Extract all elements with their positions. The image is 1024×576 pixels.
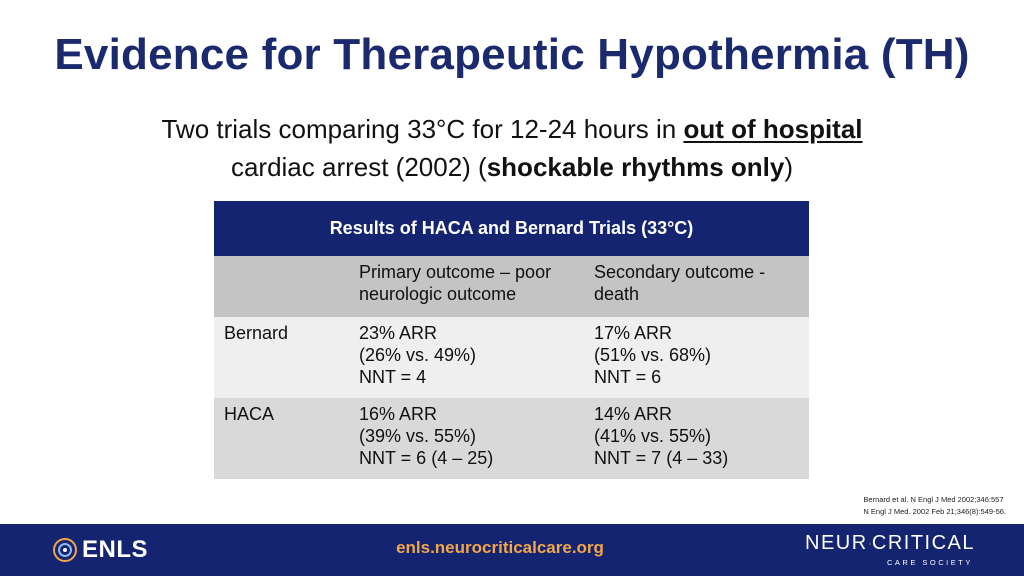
cell-line: 23% ARR	[359, 323, 438, 343]
subtitle-emphasis-out-of-hospital: out of hospital	[683, 114, 863, 144]
column-header-secondary: Secondary outcome - death	[584, 256, 809, 317]
cell-line: (26% vs. 49%)	[359, 345, 477, 365]
cell-line: (51% vs. 68%)	[594, 345, 712, 365]
ncs-logo[interactable]	[805, 532, 975, 572]
cell-line: 14% ARR	[594, 404, 673, 424]
slide-subtitle	[100, 110, 924, 186]
site-url-link[interactable]: enls.neurocriticalcare.org	[396, 538, 604, 557]
cell-line: 16% ARR	[359, 404, 438, 424]
footer-bar	[0, 524, 1024, 576]
row-label-haca: HACA	[214, 398, 349, 479]
table-column-headers	[214, 256, 809, 317]
cell-line: NNT = 6	[594, 367, 662, 387]
table-row	[214, 398, 809, 479]
reference-line: Bernard et al. N Engl J Med 2002;346:557	[863, 495, 1004, 504]
ncs-logo-subtext: CARE SOCIETY	[887, 558, 973, 567]
cell-line: NNT = 7 (4 – 33)	[594, 448, 729, 468]
enls-logo-text: ENLS	[82, 536, 149, 563]
cell-line: (41% vs. 55%)	[594, 426, 712, 446]
bernard-primary-cell	[349, 317, 584, 398]
slide-title: Evidence for Therapeutic Hypothermia (TH)	[54, 30, 970, 79]
table-row	[214, 317, 809, 398]
brain-icon	[869, 534, 871, 554]
reference-line: N Engl J Med. 2002 Feb 21;346(8):549-56.	[863, 507, 1006, 516]
column-header-empty	[214, 256, 349, 317]
cell-line: NNT = 4	[359, 367, 427, 387]
subtitle-part-2: cardiac arrest (2002) (	[230, 152, 487, 182]
haca-secondary-cell	[584, 398, 809, 479]
cell-line: 17% ARR	[594, 323, 673, 343]
column-header-primary: Primary outcome – poor neurologic outcome	[349, 256, 584, 317]
subtitle-part-1: Two trials comparing 33°C for 12-24 hours in	[161, 114, 684, 144]
references	[863, 494, 1006, 518]
cell-line: (39% vs. 55%)	[359, 426, 477, 446]
bernard-secondary-cell	[584, 317, 809, 398]
cell-line: NNT = 6 (4 – 25)	[359, 448, 494, 468]
ncs-logo-text-right: CRITICAL	[871, 532, 975, 554]
subtitle-emphasis-shockable: shockable rhythms only	[486, 152, 785, 182]
haca-primary-cell	[349, 398, 584, 479]
results-table	[214, 201, 809, 479]
subtitle-part-3: )	[784, 152, 794, 182]
row-label-bernard: Bernard	[214, 317, 349, 398]
table-header: Results of HACA and Bernard Trials (33°C)	[214, 201, 809, 256]
ncs-logo-text-left: NEUR	[805, 532, 868, 554]
